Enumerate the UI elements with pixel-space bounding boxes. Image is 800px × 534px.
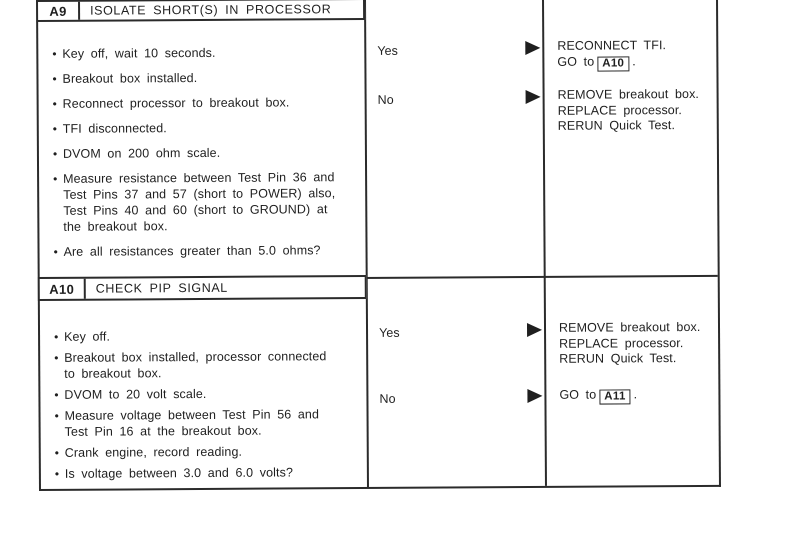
step-text: Is voltage between 3.0 and 6.0 volts?: [64, 465, 294, 481]
action-goto: [559, 387, 729, 405]
goto-punct: .: [632, 53, 636, 68]
step-text: Test Pin 16 at the breakout box.: [64, 423, 262, 439]
step-text: Are all resistances greater than 5.0 ohms?: [63, 243, 321, 259]
step-text: the breakout box.: [63, 219, 168, 234]
action-a9-no: [558, 87, 728, 135]
step-text: TFI disconnected.: [62, 121, 167, 136]
result-label-no: No: [377, 92, 394, 107]
result-arrow-icon: [526, 90, 541, 104]
bullet-icon: •: [54, 387, 59, 402]
bullet-icon: •: [54, 350, 59, 365]
section-title: ISOLATE SHORT(S) IN PROCESSOR: [90, 2, 332, 18]
bullet-icon: •: [53, 244, 58, 259]
section-title: CHECK PIP SIGNAL: [95, 280, 228, 296]
action-text: REMOVE breakout box.: [558, 319, 701, 335]
step-ref-box: A10: [597, 56, 629, 71]
step-id-badge: A10: [40, 279, 86, 299]
result-label-yes: Yes: [377, 43, 399, 58]
section-header-a10: [38, 275, 367, 301]
goto-text: GO to: [557, 54, 595, 69]
test-step: [54, 348, 360, 382]
action-text: RERUN Quick Test.: [559, 351, 677, 366]
step-text: Breakout box installed.: [62, 71, 198, 86]
test-step: [53, 169, 359, 235]
step-text: Breakout box installed, processor connected: [64, 349, 327, 365]
bullet-icon: •: [53, 171, 58, 186]
column-divider-action: [542, 0, 547, 486]
bullet-icon: •: [54, 445, 60, 460]
action-text: REMOVE breakout box.: [557, 86, 700, 102]
bullet-icon: •: [52, 71, 57, 86]
result-arrow-icon: [525, 41, 540, 55]
action-text: REPLACE processor.: [559, 335, 684, 351]
action-text: RECONNECT TFI.: [557, 38, 667, 53]
test-step: [52, 69, 358, 87]
test-step: [52, 44, 358, 62]
step-text: Measure voltage between Test Pin 56 and: [64, 407, 320, 423]
bullet-icon: •: [54, 408, 59, 423]
test-step: [53, 144, 359, 162]
result-label-yes: Yes: [378, 325, 400, 340]
test-step: [53, 94, 359, 112]
test-step: [54, 327, 360, 345]
column-divider-result: [364, 0, 369, 487]
step-text: DVOM to 20 volt scale.: [64, 386, 207, 402]
bullet-icon: •: [54, 329, 59, 344]
step-text: Test Pins 37 and 57 (short to POWER) also,: [63, 186, 336, 202]
bullet-icon: •: [52, 96, 57, 111]
action-goto: [557, 53, 727, 71]
test-step-list-a9: [52, 44, 359, 269]
step-ref-box: A11: [599, 389, 630, 404]
step-text: Key off.: [64, 329, 111, 344]
test-step-list-a10: [54, 327, 361, 487]
step-text: Measure resistance between Test Pin 36 and: [63, 170, 335, 186]
test-step: [53, 119, 359, 137]
test-step: [54, 385, 360, 403]
goto-punct: .: [633, 387, 638, 402]
action-text: RERUN Quick Test.: [557, 118, 676, 133]
action-text: REPLACE processor.: [557, 102, 683, 118]
bullet-icon: •: [52, 146, 58, 161]
section-header-a9: [36, 0, 365, 22]
action-a10-yes: [559, 320, 729, 368]
step-text: Key off, wait 10 seconds.: [62, 45, 216, 61]
result-label-no: No: [379, 391, 396, 406]
test-step: [55, 443, 361, 461]
step-text: Crank engine, record reading.: [64, 444, 243, 460]
bullet-icon: •: [54, 466, 60, 481]
test-step: [55, 464, 361, 482]
step-text: Reconnect processor to breakout box.: [62, 95, 290, 111]
result-arrow-icon: [527, 323, 542, 337]
goto-text: GO to: [559, 387, 597, 402]
action-a10-no: [559, 387, 729, 405]
bullet-icon: •: [52, 46, 57, 61]
pinpoint-test-table: [36, 0, 721, 491]
step-id-badge: A9: [38, 2, 80, 20]
bullet-icon: •: [52, 121, 58, 136]
step-text: Test Pins 40 and 60 (short to GROUND) at: [63, 202, 328, 218]
action-a9-yes: [557, 38, 727, 72]
test-step: [54, 406, 360, 440]
step-text: to breakout box.: [64, 366, 162, 381]
result-arrow-icon: [527, 389, 542, 403]
test-step: [53, 242, 359, 260]
step-text: DVOM on 200 ohm scale.: [62, 145, 221, 161]
